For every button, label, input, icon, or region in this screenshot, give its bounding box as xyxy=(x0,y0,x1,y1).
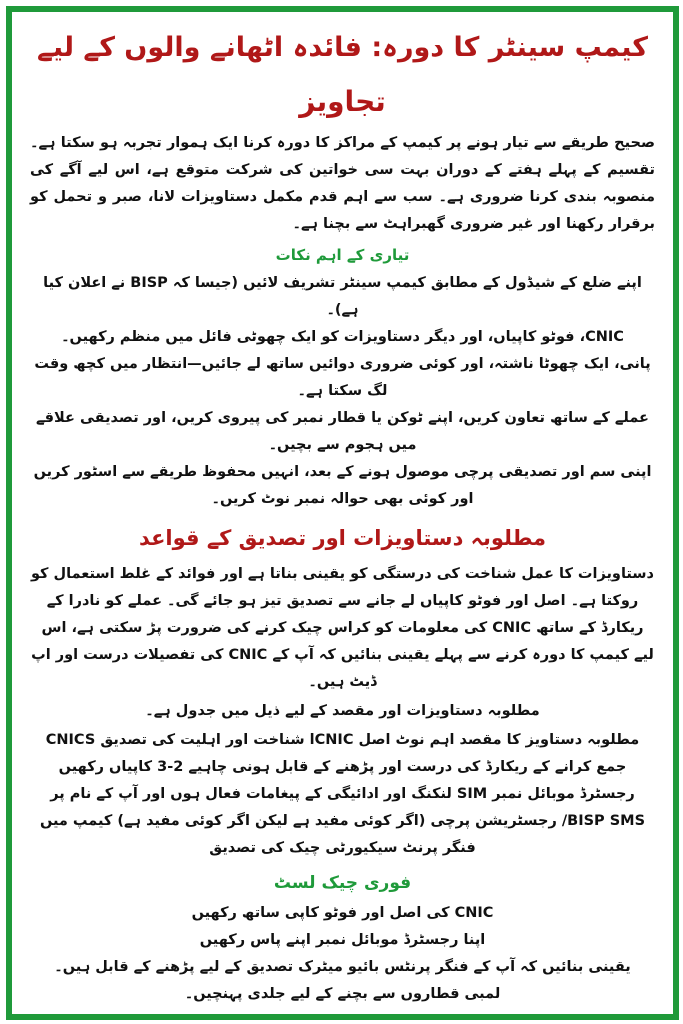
page-frame xyxy=(6,6,679,1020)
list-item: عملے کے ساتھ تعاون کریں، اپنے ٹوکن یا قطار نمبر کی پیروی کریں، اور تصدیقی علاقے میں ہجوم سے بچیں۔ xyxy=(36,410,649,453)
intro-paragraph: صحیح طریقے سے تیار ہونے پر کیمپ کے مراکز کا دورہ کرنا ایک ہموار تجربہ ہو سکتا ہے۔ تقسیم کے پہلے ہفتے کے دوران بہت سی خواتین کی شرکت متوقع ہے، اس لیے آگے کی منصوبہ بندی کرنا ضروری ہے۔ سب سے اہم قدم مکمل دستاویزات لانا، صبر و تحمل کو برقرار رکھنا اور غیر ضروری گھبراہٹ سے بچنا ہے۔ xyxy=(30,135,655,232)
docs-paragraph-1: دستاویزات کا عمل شناخت کی درستگی کو یقینی بناتا ہے اور فوائد کے غلط استعمال کو روکتا ہے۔ اصل اور فوٹو کاپیاں لے جانے سے تصدیق تیز ہو جائے گی۔ عملے کو نادرا کے ریکارڈ کے ساتھ CNIC کی معلومات کو کراس چیک کرنے کی ضرورت پڑ سکتی ہے، اس لیے کیمپ کا دورہ کرنے سے پہلے یقینی بنائیں کہ آپ کے CNIC کی تفصیلات درست اور اپ ڈیٹ ہیں۔ xyxy=(30,566,655,690)
list-item: CNIC، فوٹو کاپیاں، اور دیگر دستاویزات کو ایک چھوٹی فائل میں منظم رکھیں۔ xyxy=(61,329,624,345)
list-item: اپنی سم اور تصدیقی پرچی موصول ہونے کے بعد، انہیں محفوظ طریقے سے اسٹور کریں اور کوئی بھی حوالہ نمبر نوٹ کریں۔ xyxy=(33,464,652,507)
page-subtitle: تجاویز xyxy=(299,85,386,118)
docs-paragraph-3: مطلوبہ دستاویز کا مقصد اہم نوٹ اصل CNICا شناخت اور اہلیت کی تصدیق CNICS جمع کرانے کے ریکارڈ کی درست اور پڑھنے کے قابل ہونی چاہیے 2-3 کاپیاں رکھیں رجسٹرڈ موبائل نمبر SIM لنکنگ اور ادائیگی کے پیغامات فعال ہوں اور آپ کے نام پر BISP SMS/ رجسٹریشن پرچی (اگر کوئی مفید ہے لیکن اگر کوئی مفید ہے) کیمپ میں فنگر پرنٹ سیکیورٹی چیک کی تصدیق xyxy=(39,732,646,856)
document-body xyxy=(30,22,655,1004)
docs-paragraph-2: مطلوبہ دستاویزات اور مقصد کے لیے ذیل میں جدول ہے۔ xyxy=(145,703,540,719)
list-item: اپنے ضلع کے شیڈول کے مطابق کیمپ سینٹر تشریف لائیں (جیسا کہ BISP نے اعلان کیا ہے)۔ xyxy=(43,275,642,318)
prep-heading: تیاری کے اہم نکات xyxy=(275,246,410,264)
checklist-item: لمبی قطاروں سے بچنے کے لیے جلدی پہنچیں۔ xyxy=(184,986,501,1002)
prep-list xyxy=(30,270,655,513)
docs-heading: مطلوبہ دستاویزات اور تصدیق کے قواعد xyxy=(138,526,547,550)
list-item: پانی، ایک چھوٹا ناشتہ، اور کوئی ضروری دوائیں ساتھ لے جائیں—انتظار میں کچھ وقت لگ سکتا ہے۔ xyxy=(34,356,651,399)
checklist xyxy=(30,900,655,1008)
checklist-item: اپنا رجسٹرڈ موبائل نمبر اپنے پاس رکھیں xyxy=(199,932,486,948)
checklist-heading: فوری چیک لسٹ xyxy=(273,873,412,893)
checklist-item: یقینی بنائیں کہ آپ کے فنگر پرنٹس بائیو میٹرک تصدیق کے لیے پڑھنے کے قابل ہیں۔ xyxy=(54,959,631,975)
checklist-item: CNIC کی اصل اور فوٹو کاپی ساتھ رکھیں xyxy=(191,905,494,921)
page-title: کیمپ سینٹر کا دورہ: فائدہ اٹھانے والوں کے لیے xyxy=(37,32,648,63)
